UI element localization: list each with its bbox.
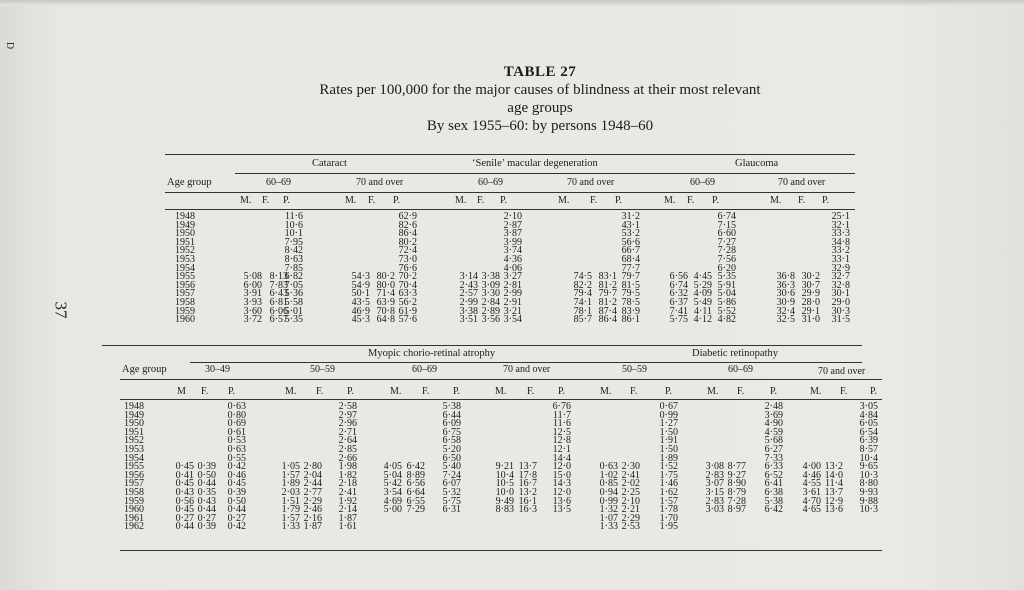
- table1-cause-cataract: Cataract: [312, 158, 347, 169]
- table2-column-17: 2·48 3·69 4·90 4·59 5·68 6·27 7·33 6·33 6·52 6·41 6·38 5·38 6·42: [764, 401, 783, 516]
- table1-cause-rule: [235, 173, 855, 174]
- table1-band-gla-70: 70 and over: [778, 177, 826, 188]
- table2-cause-diabetic: Diabetic retinopathy: [692, 348, 779, 359]
- table2-column-11: 6·76 11·7 11·6 12·5 12·8 12·1 14·4 12·0 15·0 14·3 12·0 13·6 13·5: [552, 401, 571, 516]
- table2-column-16: 8·77 9·27 8·90 8·79 7·28 8·97: [727, 461, 746, 516]
- t1-sex-m-2: M.: [345, 195, 357, 206]
- t2-sex-label-2: P.: [228, 386, 235, 397]
- table1-column-14: 6·74 7·15 6·60 7·27 7·28 7·56 6·20 5·35 5·91 5·04 5·86 5·52 4·82: [717, 211, 736, 326]
- table2-column-13: 2·30 2·41 2·02 2·25 2·10 2·21 2·29 2·53: [621, 461, 640, 533]
- t1-sex-f-5: F.: [687, 195, 695, 206]
- table1-column-2: 11·6 10·6 10·1 7·95 8·42 8·63 7·85 6·82 7·05 5·36 5·58 5·01 5·35: [284, 211, 303, 326]
- t1-sex-p-2: P.: [393, 195, 400, 206]
- t2-sex-label-17: P.: [770, 386, 777, 397]
- table2-sex-rule: [120, 399, 882, 400]
- subtitle-line-1: Rates per 100,000 for the major causes of blindness at their most relevant: [319, 82, 761, 98]
- t2-sex-label-0: M: [177, 386, 186, 397]
- subtitle-line-2: age groups: [507, 100, 573, 116]
- table1-column-8: 2·10 2·87 3·87 3·99 3·74 4·36 4·06 3·27 2·81 2·99 2·91 3·21 3·54: [503, 211, 522, 326]
- t2-sex-label-3: M.: [285, 386, 297, 397]
- t1-sex-m-3: M.: [455, 195, 467, 206]
- t2-sex-label-20: P.: [870, 386, 877, 397]
- table1-age-group-label: Age group: [167, 177, 212, 188]
- t1-sex-f-4: F.: [590, 195, 598, 206]
- t1-sex-f-6: F.: [798, 195, 806, 206]
- table1-band-cat-60: 60–69: [266, 177, 291, 188]
- table1-band-cat-70: 70 and over: [356, 177, 404, 188]
- table1-column-12: 6·56 6·74 6·32 6·37 7·41 5·75: [669, 271, 688, 326]
- t2-sex-label-7: F.: [422, 386, 430, 397]
- table2-column-5: 2·58 2·97 2·96 2·71 2·64 2·85 2·66 1·98 1·82 2·18 2·41 1·92 2·14 1·87 1·61: [338, 401, 357, 533]
- table1-column-0: 5·08 6·00 3·91 3·93 3·60 3·72: [243, 271, 262, 326]
- t2-band-1: 30–49: [205, 364, 230, 375]
- table1-sex-rule: [165, 209, 855, 210]
- t2-sex-label-10: F.: [527, 386, 535, 397]
- table1-column-15: 36·8 36·3 30·6 30·9 32·4 32·5: [776, 271, 795, 326]
- t2-sex-label-11: P.: [558, 386, 565, 397]
- table1-column-5: 62·9 82·6 86·4 80·2 72·4 73·0 76·6 70·2 70·4 63·3 56·2 61·9 57·6: [398, 211, 417, 326]
- table2-column-19: 13·2 14·0 11·4 13·7 12·9 13·6: [824, 461, 843, 516]
- table1-column-4: 80·2 80·0 71·4 63·9 70·8 64·8: [376, 271, 395, 326]
- t2-band-6: 60–69: [728, 364, 753, 375]
- table2-column-6: 4·05 5·04 5·42 3·54 4·69 5·00: [383, 461, 402, 516]
- table1-cause-macular: ‘Senile’ macular degeneration: [472, 158, 598, 169]
- table1-column-3: 54·3 54·9 50·1 43·5 46·9 45·3: [351, 271, 370, 326]
- margin-mark: D: [4, 41, 16, 50]
- t1-sex-p-6: P.: [822, 195, 829, 206]
- t2-sex-label-18: M.: [810, 386, 822, 397]
- table2-column-1: 0·39 0·50 0·44 0·35 0·43 0·44 0·27 0·39: [197, 461, 216, 533]
- t2-sex-label-19: F.: [840, 386, 848, 397]
- table1-column-17: 25·1 32·1 33·3 34·8 33·2 33·1 32·9 32·7 32·8 30·1 29·0 30·3 31·5: [831, 211, 850, 326]
- table2-column-9: 9·21 10·4 10·5 10·0 9·49 8·83: [495, 461, 514, 516]
- table2-column-15: 3·08 2·83 3·07 3·15 2·83 3·03: [705, 461, 724, 516]
- table2-column-2: 0·63 0·80 0·69 0·61 0·53 0·63 0·55 0·42 0·46 0·45 0·39 0·50 0·44 0·27 0·42: [227, 401, 246, 533]
- t1-sex-p-1: P.: [283, 195, 290, 206]
- table1-band-gla-60: 60–69: [690, 177, 715, 188]
- table2-year-column: 1948 1949 1950 1951 1952 1953 1954 1955 1956 1957 1958 1959 1960 1961 1962: [124, 401, 144, 533]
- table2-band-rule: [120, 379, 882, 380]
- table2-column-12: 0·63 1·02 0·85 0·94 0·99 1·32 1·07 1·33: [599, 461, 618, 533]
- table-title: TABLE 27: [503, 64, 577, 80]
- table1-band-rule: [165, 192, 855, 193]
- table1-band-smd-60: 60–69: [478, 177, 503, 188]
- t2-sex-label-4: F.: [316, 386, 324, 397]
- t1-sex-p-4: P.: [615, 195, 622, 206]
- table2-column-3: 1·05 1·57 1·89 2·03 1·51 1·79 1·57 1·33: [281, 461, 300, 533]
- table1-band-smd-70: 70 and over: [567, 177, 615, 188]
- t2-sex-label-8: P.: [453, 386, 460, 397]
- t2-sex-label-14: P.: [665, 386, 672, 397]
- table2-column-0: 0·45 0·41 0·45 0·43 0·56 0·45 0·27 0·44: [175, 461, 194, 533]
- t2-sex-label-6: M.: [390, 386, 402, 397]
- table1-column-7: 3·38 3·09 3·30 2·84 2·89 3·56: [481, 271, 500, 326]
- table1-column-16: 30·2 30·7 29·9 28·0 29·1 31·0: [801, 271, 820, 326]
- t2-band-2: 50–59: [310, 364, 335, 375]
- t2-sex-label-12: M.: [600, 386, 612, 397]
- table2-column-14: 0·67 0·99 1·27 1·50 1·91 1·50 1·89 1·52 1·75 1·46 1·62 1·57 1·78 1·70 1·95: [659, 401, 678, 533]
- table1-column-11: 31·2 43·1 53·2 56·6 66·7 68·4 77·7 79·7 81·5 79·5 78·5 83·9 86·1: [621, 211, 640, 326]
- t1-sex-f-3: F.: [477, 195, 485, 206]
- table2-column-8: 5·38 6·44 6·09 6·75 6·58 5·20 6·50 5·40 7·24 6·07 5·32 5·75 6·31: [442, 401, 461, 516]
- table1-top-rule: [165, 154, 855, 155]
- t2-band-7: 70 and over: [818, 366, 866, 377]
- table2-cause-rule: [190, 362, 862, 363]
- table1-cause-glaucoma: Glaucoma: [735, 158, 779, 169]
- t2-sex-label-1: F.: [201, 386, 209, 397]
- table2-cause-myopic: Myopic chorio-retinal atrophy: [368, 348, 496, 359]
- table2-top-rule: [102, 345, 862, 346]
- t1-sex-f-1: F.: [262, 195, 270, 206]
- t2-sex-label-15: M.: [707, 386, 719, 397]
- page-top-edge: [0, 0, 1024, 6]
- t1-sex-m-1: M.: [240, 195, 252, 206]
- t2-band-4: 70 and over: [503, 364, 551, 375]
- t2-sex-label-5: P.: [347, 386, 354, 397]
- table2-bottom-rule: [120, 550, 882, 551]
- subtitle-line-3: By sex 1955–60: by persons 1948–60: [426, 118, 654, 134]
- t2-band-5: 50–59: [622, 364, 647, 375]
- table1-column-9: 74·5 82·2 79·4 74·1 78·1 85·7: [573, 271, 592, 326]
- page-number: 37: [51, 301, 71, 319]
- table1-column-1: 8·13 7·83 6·43 6·81 6·06 6·57: [269, 271, 288, 326]
- table1-column-13: 4·45 5·29 4·09 5·49 4·11 4·12: [693, 271, 712, 326]
- table2-column-10: 13·7 17·8 16·7 13·2 16·1 16·3: [518, 461, 537, 516]
- table2-age-group-label: Age group: [122, 364, 167, 375]
- t1-sex-f-2: F.: [368, 195, 376, 206]
- table1-column-6: 3·14 2·43 2·57 2·99 3·38 3·51: [459, 271, 478, 326]
- t2-sex-label-16: F.: [737, 386, 745, 397]
- t1-sex-m-4: M.: [558, 195, 570, 206]
- table2-column-18: 4·00 4·46 4·55 3·61 4·70 4·65: [802, 461, 821, 516]
- table2-column-4: 2·80 2·04 2·44 2·77 2·29 2·46 2·16 1·87: [303, 461, 322, 533]
- table1-column-10: 83·1 81·2 79·7 81·2 87·4 86·4: [598, 271, 617, 326]
- t2-sex-label-9: M.: [495, 386, 507, 397]
- t2-band-3: 60–69: [412, 364, 437, 375]
- t1-sex-p-5: P.: [712, 195, 719, 206]
- table2-column-7: 6·42 8·89 6·56 6·64 6·55 7·29: [406, 461, 425, 516]
- t1-sex-p-3: P.: [500, 195, 507, 206]
- t2-sex-label-13: F.: [630, 386, 638, 397]
- table2-column-20: 3·05 4·84 6·05 6·54 6·39 8·57 10·4 9·65 10·3 8·80 9·93 9·88 10·3: [859, 401, 878, 516]
- t1-sex-m-5: M.: [664, 195, 676, 206]
- table1-year-column: 1948 1949 1950 1951 1952 1953 1954 1955 1956 1957 1958 1959 1960: [175, 211, 195, 326]
- t1-sex-m-6: M.: [770, 195, 782, 206]
